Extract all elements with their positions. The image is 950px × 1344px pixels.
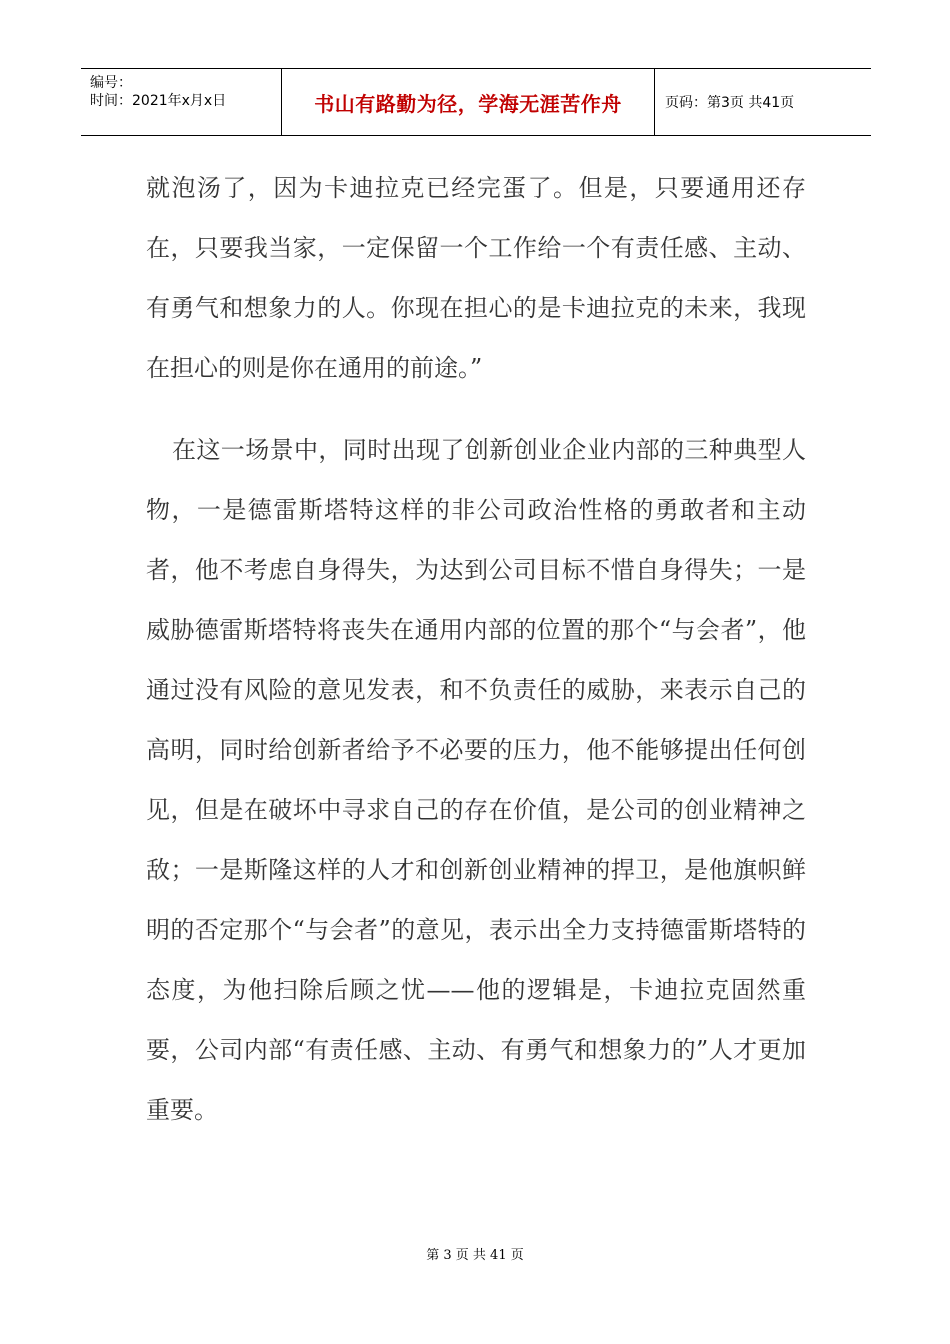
document-number-label: 编号： xyxy=(90,75,132,91)
page-footer: 第 3 页 共 41 页 xyxy=(426,1248,524,1263)
document-header xyxy=(81,68,871,136)
header-motto: 书山有路勤为径，学海无涯苦作舟 xyxy=(282,69,655,135)
body-paragraph-1: 就泡汤了，因为卡迪拉克已经完蛋了。但是，只要通用还存在，只要我当家，一定保留一个工作给一个有责任感、主动、有勇气和想象力的人。你现在担心的是卡迪拉克的未来，我现在担心的则是你在通用的前途。” xyxy=(146,174,806,382)
body-paragraph-2: 在这一场景中，同时出现了创新创业企业内部的三种典型人物，一是德雷斯塔特这样的非公司政治性格的勇敢者和主动者，他不考虑自身得失，为达到公司目标不惜自身得失；一是威胁德雷斯塔特将丧失在通用内部的位置的那个“与会者”，他通过没有风险的意见发表，和不负责任的威胁，来表示自己的高明，同时给创新者给予不必要的压力，他不能够提出任何创见，但是在破坏中寻求自己的存在价值，是公司的创业精神之敌；一是斯隆这样的人才和创新创业精神的捍卫，是他旗帜鲜明的否定那个“与会者”的意见，表示出全力支持德雷斯塔特的态度，为他扫除后顾之忧——他的逻辑是，卡迪拉克固然重要，公司内部“有责任感、主动、有勇气和想象力的”人才更加重要。 xyxy=(146,436,806,1124)
document-body xyxy=(146,158,806,1140)
header-page-info: 页码：第3页 共41页 xyxy=(665,95,795,111)
document-time-label: 时间：2021年x月x日 xyxy=(90,93,227,109)
header-meta-cell xyxy=(81,69,282,135)
